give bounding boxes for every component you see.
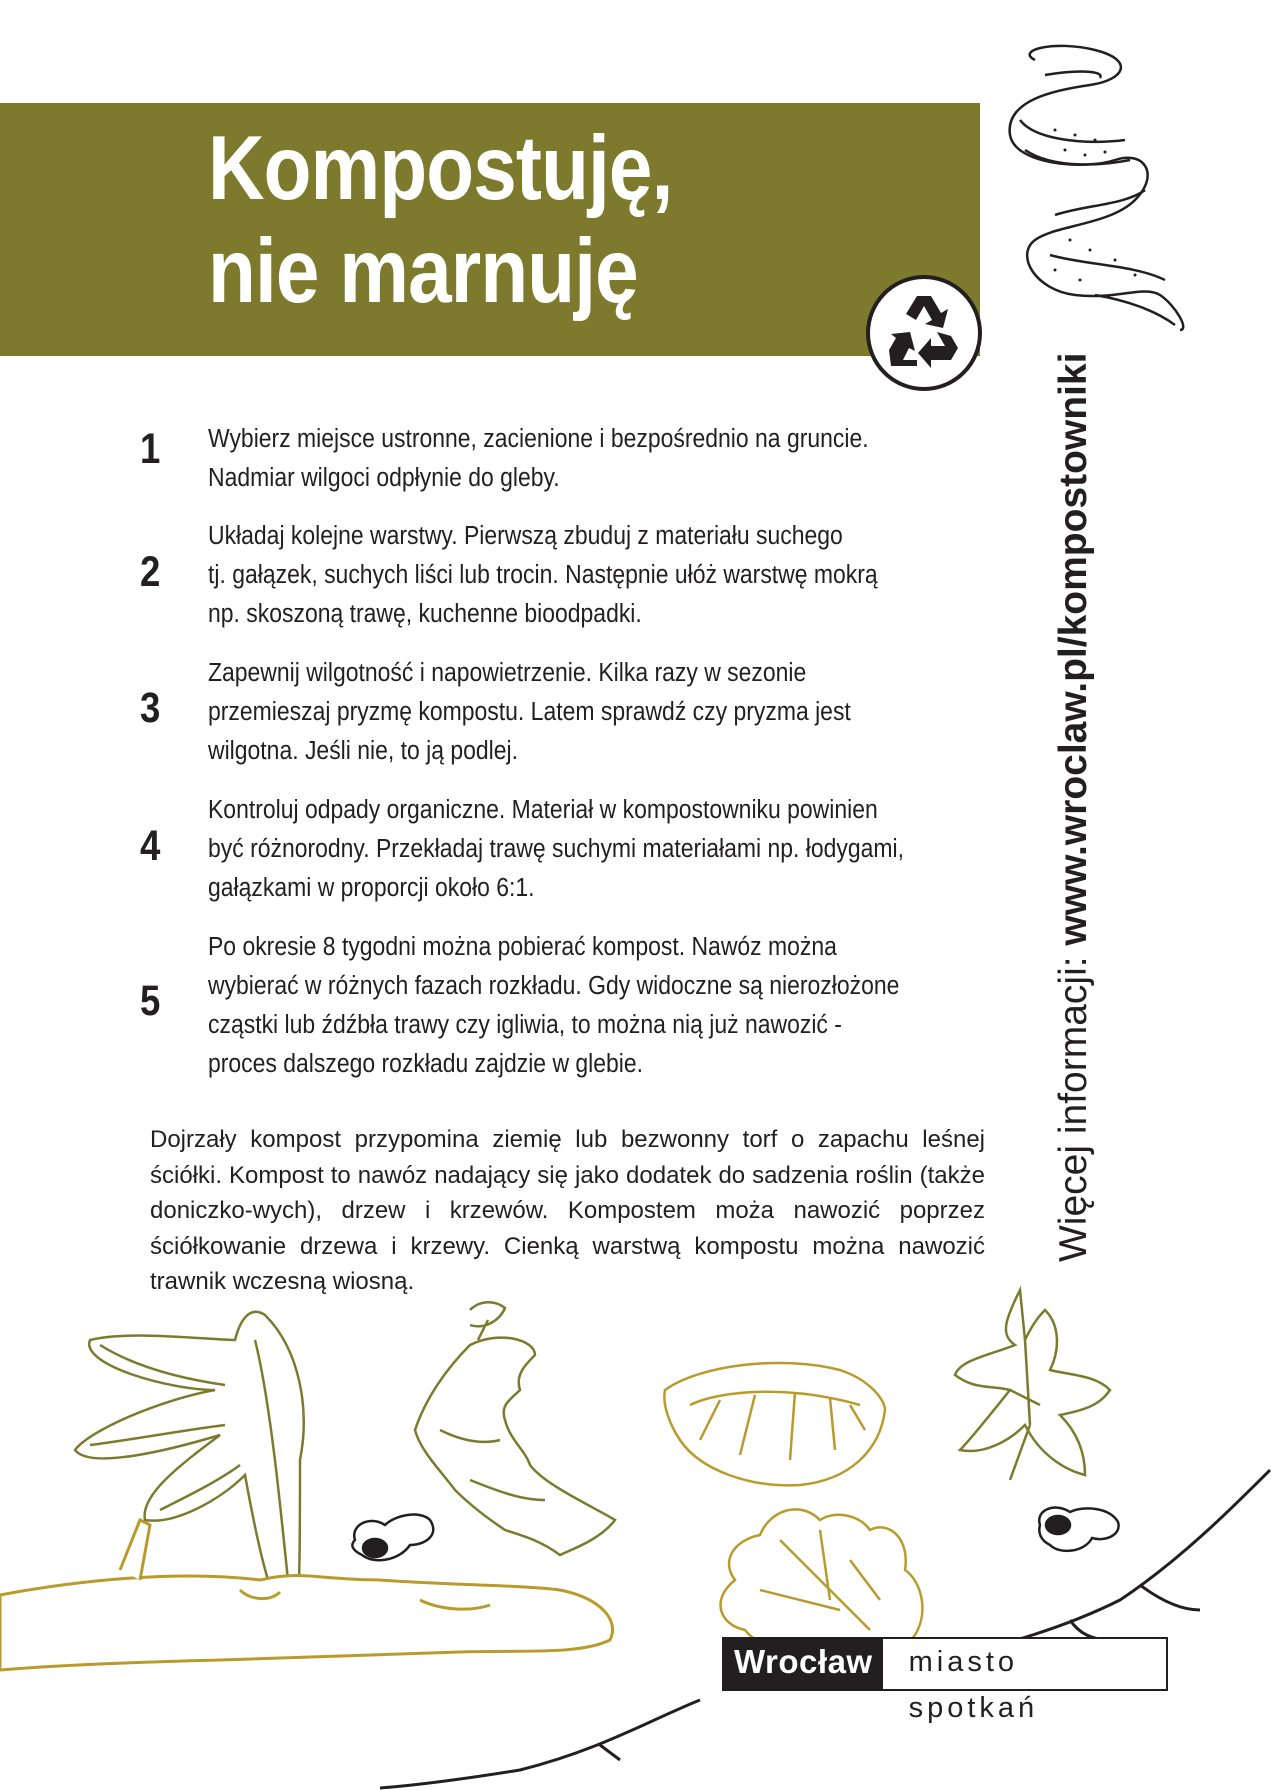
step-line: Zapewnij wilgotność i napowietrzenie. Kilka razy w sezonie xyxy=(208,659,807,687)
compost-description: Dojrzały kompost przypomina ziemię lub bezwonny torf o zapachu leśnej ściółki. Kompost to nawóz nadający się jako dodatek do sadzenia roślin (także doniczko-wych), drzew i krzewów. Kompostem moża nawozić poprzez ściółkowanie drzewa i krzewy. Cienką warstwą kompostu można nawozić trawnik wczesną wiosną. xyxy=(150,1126,985,1295)
step-text xyxy=(208,420,946,498)
step-line: być różnorodny. Przekładaj trawę suchymi materiałami np. łodygami, xyxy=(208,835,905,863)
apple-core-icon xyxy=(415,1302,615,1555)
step-line: np. skoszoną trawę, kuchenne bioodpadki. xyxy=(208,600,642,628)
orange-peel-illustration xyxy=(995,40,1220,340)
branch-icon xyxy=(0,1520,613,1670)
step-line: Wybierz miejsce ustronne, zacienione i bezpośrednio na gruncie. xyxy=(208,425,869,453)
step-line: wilgotna. Jeśli nie, to ją podlej. xyxy=(208,737,519,765)
more-info-sidebar xyxy=(1052,353,1096,1262)
step-text xyxy=(208,928,946,1084)
step-line: wybierać w różnych fazach rozkładu. Gdy widoczne są nierozłożone xyxy=(208,972,900,1000)
step-line: Po okresie 8 tygodni można pobierać kompost. Nawóz można xyxy=(208,933,837,961)
step-line: cząstki lub źdźbła trawy czy igliwia, to można nią już nawozić - xyxy=(208,1011,842,1039)
title-line-1: Kompostuję, xyxy=(208,118,673,219)
step-number: 2 xyxy=(140,548,161,596)
peanut-icon xyxy=(352,1508,1118,1561)
more-info-link[interactable]: www.wroclaw.pl/kompostowniki xyxy=(1052,352,1095,946)
step-text xyxy=(208,517,946,634)
step-number: 5 xyxy=(140,977,161,1025)
step-line: Kontroluj odpady organiczne. Materiał w kompostowniku powinien xyxy=(208,796,878,824)
step-number: 4 xyxy=(140,822,161,870)
orange-slice-icon xyxy=(664,1363,885,1485)
step-line: Układaj kolejne warstwy. Pierwszą zbuduj z materiału suchego xyxy=(208,522,843,550)
logo-city: Wrocław xyxy=(724,1639,883,1689)
page-title xyxy=(208,117,672,323)
more-info-label: Więcej informacji: xyxy=(1052,945,1095,1262)
step-line: gałązkami w proporcji około 6:1. xyxy=(208,874,535,902)
recycle-icon xyxy=(865,274,983,392)
step-text xyxy=(208,791,946,908)
compost-waste-illustration xyxy=(0,1280,1276,1790)
step-line: Nadmiar wilgoci odpłynie do gleby. xyxy=(208,464,560,492)
wroclaw-logo xyxy=(722,1637,1168,1724)
step-line: proces dalszego rozkładu zajdzie w glebie. xyxy=(208,1050,644,1078)
dry-leaf-icon xyxy=(721,1509,923,1657)
maple-leaf-icon xyxy=(955,1290,1110,1480)
logo-slogan: miasto spotkań xyxy=(883,1639,1166,1689)
step-number: 3 xyxy=(140,684,161,732)
title-line-2: nie marnuję xyxy=(208,221,638,322)
step-line: przemieszaj pryzmę kompostu. Latem sprawdź czy pryzma jest xyxy=(208,698,851,726)
step-number: 1 xyxy=(140,425,161,473)
step-text xyxy=(208,654,946,771)
step-line: tj. gałązek, suchych liści lub trocin. Następnie ułóż warstwę mokrą xyxy=(208,561,878,589)
